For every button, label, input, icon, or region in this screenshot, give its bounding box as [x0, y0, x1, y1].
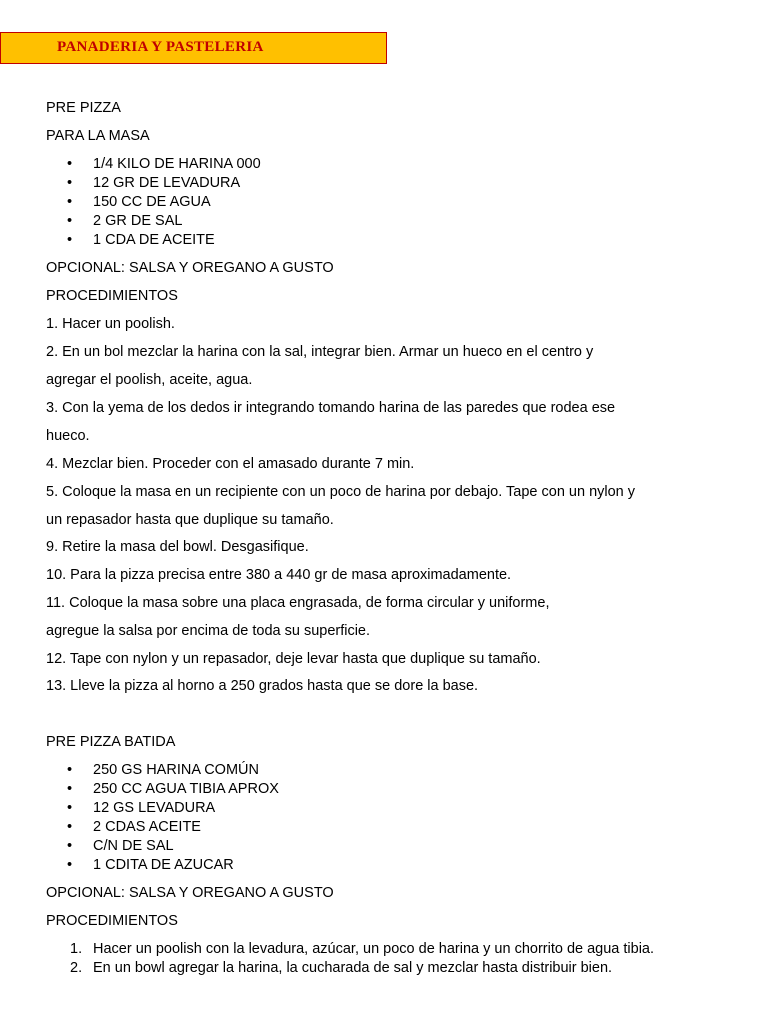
procedure-line: agregue la salsa por encima de toda su superficie.: [46, 623, 371, 639]
section2-procedures-title: PROCEDIMIENTOS: [46, 913, 178, 929]
procedure-line: 4. Mezclar bien. Proceder con el amasado durante 7 min.: [46, 456, 415, 472]
ingredient-text: C/N DE SAL: [93, 838, 174, 854]
procedure-line: 11. Coloque la masa sobre una placa engrasada, de forma circular y uniforme,: [46, 595, 550, 611]
ingredient-text: 2 GR DE SAL: [93, 213, 183, 229]
list-item: [67, 231, 215, 249]
list-item: [67, 155, 261, 173]
list-item: [67, 780, 279, 798]
procedure-line: 5. Coloque la masa en un recipiente con un poco de harina por debajo. Tape con un nylon y: [46, 484, 636, 500]
section2-optional: OPCIONAL: SALSA Y OREGANO A GUSTO: [46, 885, 334, 901]
ingredient-text: 250 GS HARINA COMÚN: [93, 762, 259, 778]
procedure-line: un repasador hasta que duplique su tamaño.: [46, 512, 334, 528]
procedure-text: En un bowl agregar la harina, la cucharada de sal y mezclar hasta distribuir bien.: [93, 960, 613, 976]
procedure-line: hueco.: [46, 428, 90, 444]
procedure-line: 9. Retire la masa del bowl. Desgasifique.: [46, 539, 309, 555]
page-title: PANADERIA Y PASTELERIA: [57, 39, 264, 55]
ingredient-text: 1/4 KILO DE HARINA 000: [93, 156, 261, 172]
ingredient-text: 250 CC AGUA TIBIA APROX: [93, 781, 279, 797]
list-item: [67, 193, 211, 211]
procedure-line: 3. Con la yema de los dedos ir integrando tomando harina de las paredes que rodea ese: [46, 400, 616, 416]
procedure-line: 1. Hacer un poolish.: [46, 316, 175, 332]
numbered-list-item: [70, 940, 654, 958]
procedure-text: Hacer un poolish con la levadura, azúcar, un poco de harina y un chorrito de agua tibia.: [93, 941, 655, 957]
procedure-line: 2. En un bol mezclar la harina con la sal, integrar bien. Armar un hueco en el centro y: [46, 344, 594, 360]
list-item: [67, 856, 234, 874]
numbered-list-item: [70, 959, 612, 977]
bullet-icon: •: [67, 857, 73, 873]
procedure-line: 13. Lleve la pizza al horno a 250 grados hasta que se dore la base.: [46, 678, 479, 694]
bullet-icon: •: [67, 156, 73, 172]
ingredient-text: 150 CC DE AGUA: [93, 194, 211, 210]
ingredient-text: 1 CDA DE ACEITE: [93, 232, 215, 248]
list-item: [67, 818, 201, 836]
bullet-icon: •: [67, 762, 73, 778]
bullet-icon: •: [67, 819, 73, 835]
section1-procedures-title: PROCEDIMIENTOS: [46, 288, 178, 304]
list-item: [67, 799, 215, 817]
ingredient-text: 2 CDAS ACEITE: [93, 819, 201, 835]
procedure-line: 12. Tape con nylon y un repasador, deje levar hasta que duplique su tamaño.: [46, 651, 541, 667]
ingredient-text: 1 CDITA DE AZUCAR: [93, 857, 234, 873]
header-banner: [0, 32, 387, 64]
list-number: 1.: [70, 941, 83, 957]
list-item: [67, 212, 182, 230]
bullet-icon: •: [67, 781, 73, 797]
ingredient-text: 12 GR DE LEVADURA: [93, 175, 241, 191]
section2-title: PRE PIZZA BATIDA: [46, 734, 176, 750]
bullet-icon: •: [67, 194, 73, 210]
procedure-line: agregar el poolish, aceite, agua.: [46, 372, 253, 388]
list-item: [67, 837, 174, 855]
section1-optional: OPCIONAL: SALSA Y OREGANO A GUSTO: [46, 260, 334, 276]
bullet-icon: •: [67, 232, 73, 248]
ingredient-text: 12 GS LEVADURA: [93, 800, 216, 816]
list-number: 2.: [70, 960, 83, 976]
bullet-icon: •: [67, 800, 73, 816]
bullet-icon: •: [67, 838, 73, 854]
bullet-icon: •: [67, 175, 73, 191]
procedure-line: 10. Para la pizza precisa entre 380 a 440 gr de masa aproximadamente.: [46, 567, 512, 583]
section1-subtitle: PARA LA MASA: [46, 128, 150, 144]
list-item: [67, 174, 240, 192]
section1-title: PRE PIZZA: [46, 100, 121, 116]
list-item: [67, 761, 259, 779]
bullet-icon: •: [67, 213, 73, 229]
